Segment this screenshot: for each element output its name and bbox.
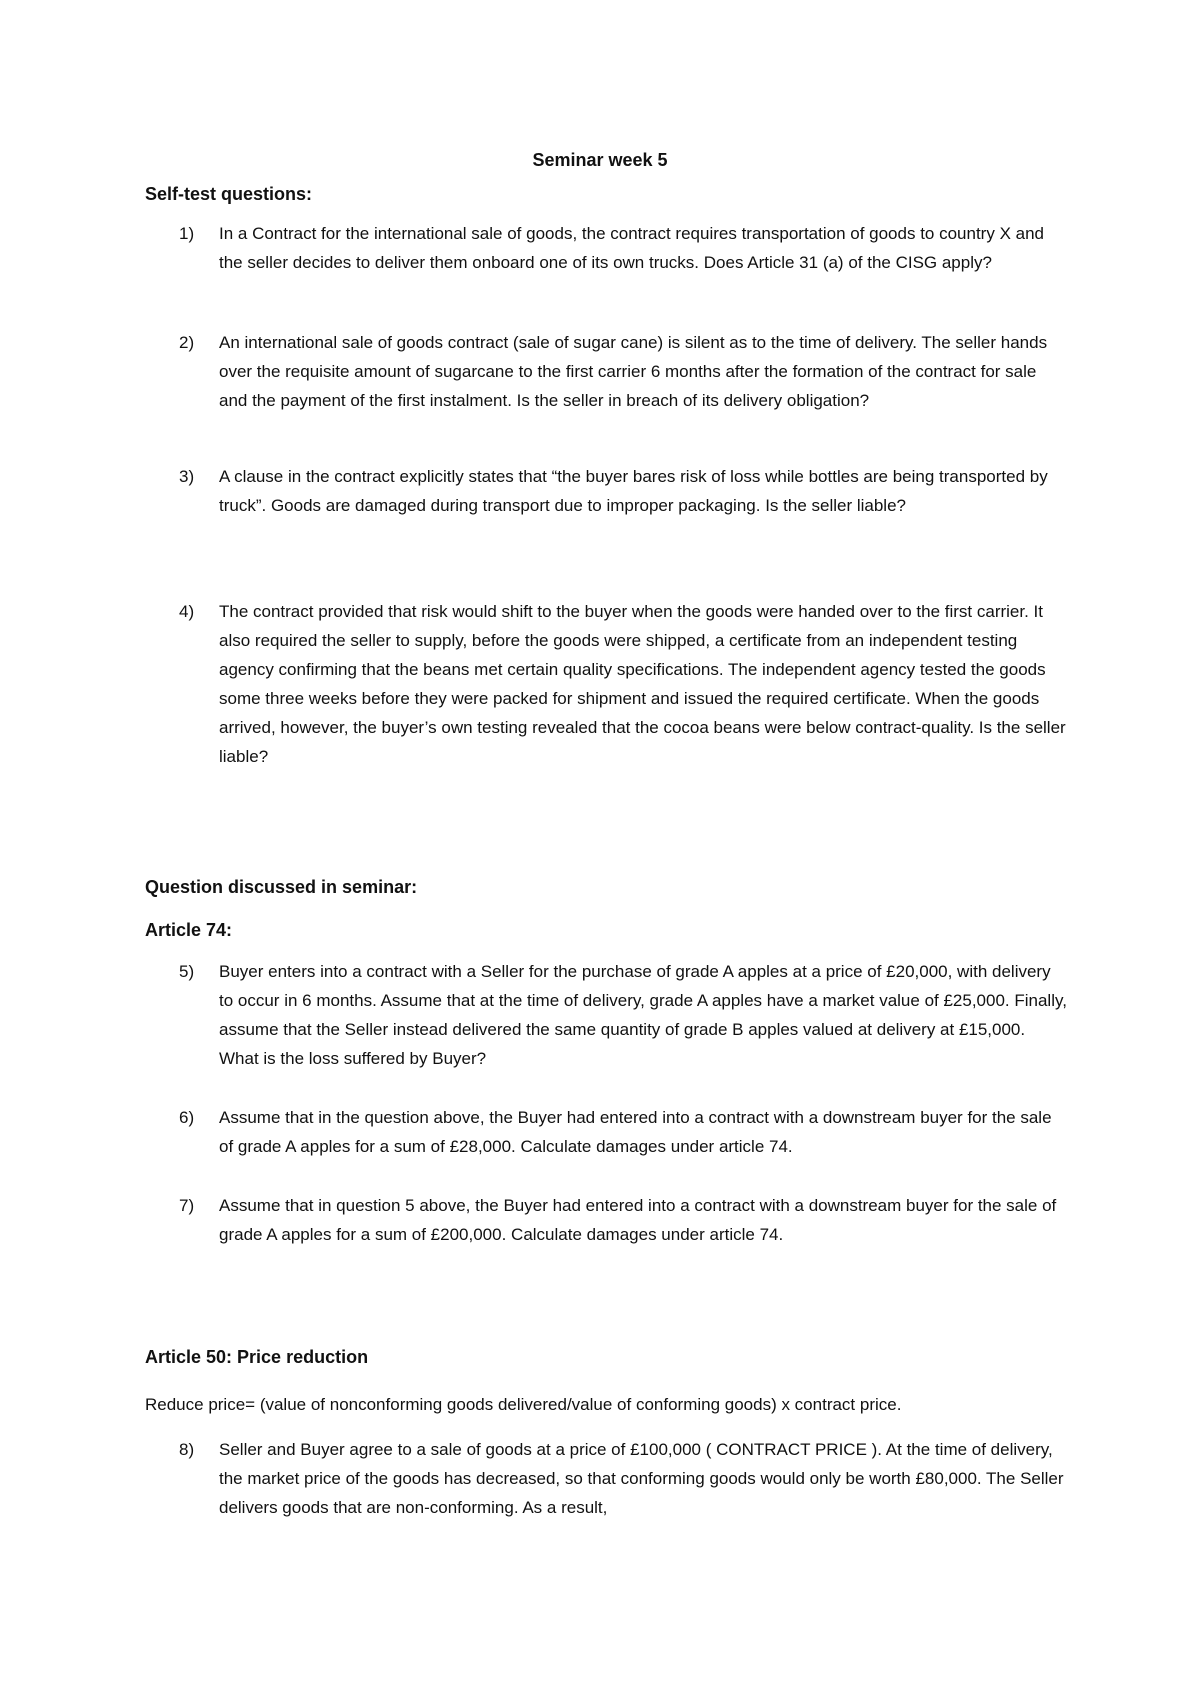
question-item	[179, 1191, 1059, 1249]
article-74-heading: Article 74:	[145, 920, 233, 940]
question-item	[179, 1435, 1064, 1522]
question-number: 4)	[179, 602, 195, 621]
question-text: The contract provided that risk would shift to the buyer when the goods were handed over to the first carrier. It also required the seller to supply, before the goods were shipped, a certificate from an independent testing agency confirming that the beans met certain quality specifications. The independent agency tested the goods some three weeks before they were packed for shipment and issued the required certificate. When the goods arrived, however, the buyer’s own testing revealed that the cocoa beans were below contract-quality. Is the seller liable?	[219, 602, 1066, 766]
question-number: 6)	[179, 1108, 195, 1127]
question-number: 8)	[179, 1440, 195, 1459]
question-item	[179, 597, 1066, 771]
question-text: Assume that in the question above, the Buyer had entered into a contract with a downstream buyer for the sale of grade A apples for a sum of £28,000. Calculate damages under article 74.	[219, 1108, 1052, 1156]
question-text: Assume that in question 5 above, the Buyer had entered into a contract with a downstream buyer for the sale of grade A apples for a sum of £200,000. Calculate damages under article 74.	[219, 1196, 1057, 1244]
question-item	[179, 957, 1067, 1073]
question-text: A clause in the contract explicitly states that “the buyer bares risk of loss while bottles are being transported by truck”. Goods are damaged during transport due to improper packaging. Is the seller liable?	[219, 467, 1048, 515]
question-item	[179, 219, 1059, 277]
question-number: 5)	[179, 962, 195, 981]
question-number: 2)	[179, 333, 195, 352]
page-title: Seminar week 5	[532, 150, 668, 170]
question-item	[179, 462, 1059, 520]
price-reduction-formula: Reduce price= (value of nonconforming goods delivered/value of conforming goods) x contract price.	[145, 1395, 902, 1414]
question-number: 7)	[179, 1196, 195, 1215]
question-text: In a Contract for the international sale of goods, the contract requires transportation of goods to country X and the seller decides to deliver them onboard one of its own trucks. Does Article 31 (a) of the CISG apply?	[219, 224, 1044, 272]
question-number: 1)	[179, 224, 195, 243]
article-50-heading: Article 50: Price reduction	[145, 1347, 369, 1367]
question-text: Buyer enters into a contract with a Seller for the purchase of grade A apples at a price of £20,000, with delivery to occur in 6 months. Assume that at the time of delivery, grade A apples have a market value of £25,000. Finally, assume that the Seller instead delivered the same quantity of grade B apples valued at delivery at £15,000. What is the loss suffered by Buyer?	[219, 962, 1067, 1068]
self-test-heading: Self-test questions:	[145, 184, 313, 204]
question-item	[179, 328, 1059, 415]
seminar-heading: Question discussed in seminar:	[145, 877, 418, 897]
question-number: 3)	[179, 467, 195, 486]
question-item	[179, 1103, 1059, 1161]
question-text: An international sale of goods contract (sale of sugar cane) is silent as to the time of delivery. The seller hands over the requisite amount of sugarcane to the first carrier 6 months after the formation of the contract for sale and the payment of the first instalment. Is the seller in breach of its delivery obligation?	[219, 333, 1048, 410]
question-text: Seller and Buyer agree to a sale of goods at a price of £100,000 ( CONTRACT PRICE ). At the time of delivery, the market price of the goods has decreased, so that conforming goods would only be worth £80,000. The Seller delivers goods that are non-conforming. As a result,	[219, 1440, 1064, 1517]
